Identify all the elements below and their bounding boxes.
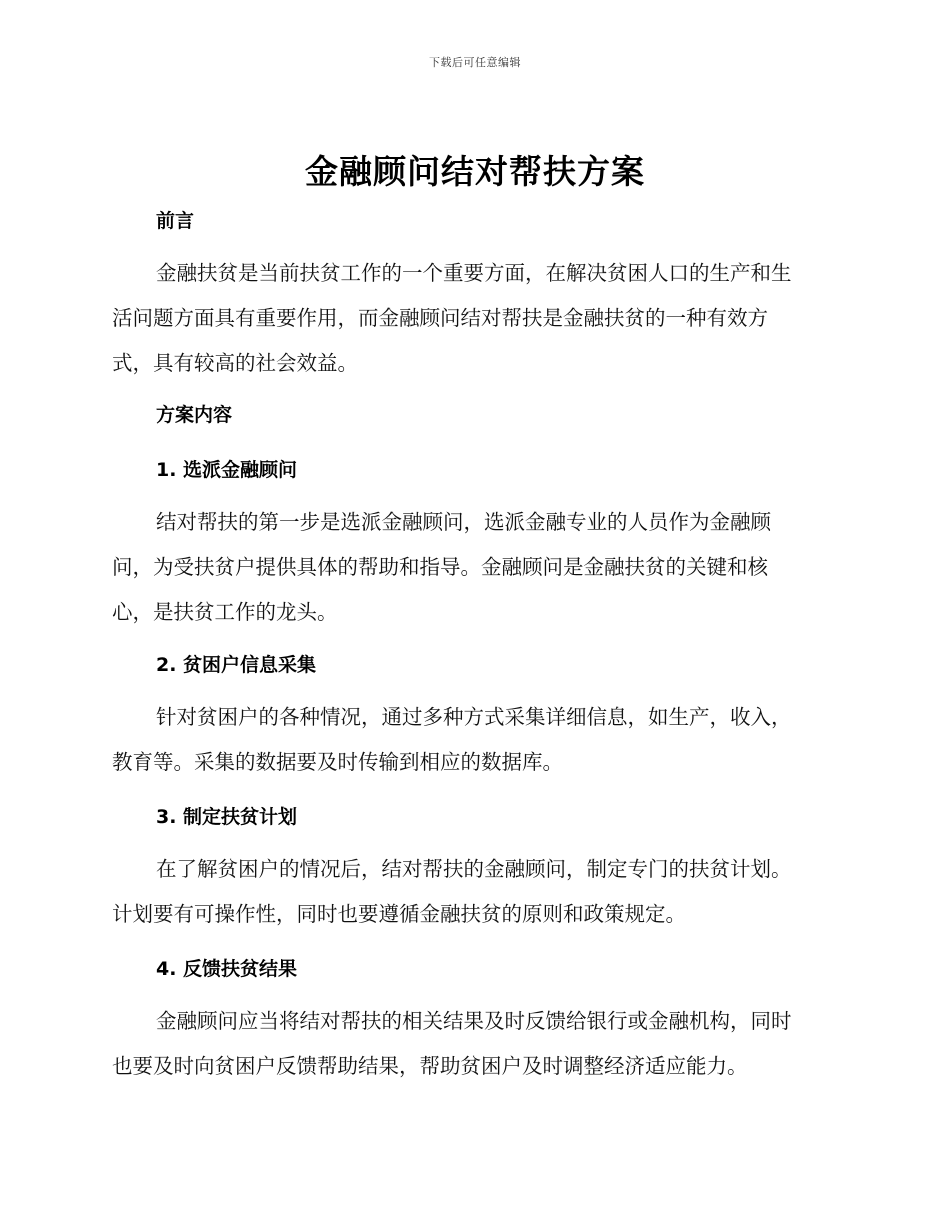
section-paragraph-1 <box>112 500 834 635</box>
section-paragraph-4 <box>112 999 834 1089</box>
header-note: 下载后可任意编辑 <box>429 56 521 69</box>
paragraph-line: 针对贫困户的各种情况，通过多种方式采集详细信息，如生产，收入， <box>156 705 792 729</box>
paragraph-line: 结对帮扶的第一步是选派金融顾问，选派金融专业的人员作为金融顾 <box>156 510 771 534</box>
section-heading-plan-content: 方案内容 <box>156 404 233 426</box>
paragraph-line: 问，为受扶贫户提供具体的帮助和指导。金融顾问是金融扶贫的关键和核 <box>112 555 768 579</box>
paragraph-line: 金融扶贫是当前扶贫工作的一个重要方面，在解决贫困人口的生产和生 <box>156 261 792 285</box>
paragraph-line: 式，具有较高的社会效益。 <box>112 351 358 375</box>
paragraph-line: 活问题方面具有重要作用，而金融顾问结对帮扶是金融扶贫的一种有效方 <box>112 306 768 330</box>
paragraph-line: 金融顾问应当将结对帮扶的相关结果及时反馈给银行或金融机构，同时 <box>156 1009 792 1033</box>
paragraph-line: 计划要有可操作性，同时也要遵循金融扶贫的原则和政策规定。 <box>112 902 686 926</box>
section-heading-2: 2. 贫困户信息采集 <box>156 654 317 676</box>
section-paragraph-3 <box>112 847 834 937</box>
paragraph-line: 也要及时向贫困户反馈帮助结果，帮助贫困户及时调整经济适应能力。 <box>112 1054 748 1078</box>
section-heading-3: 3. 制定扶贫计划 <box>156 806 298 828</box>
section-paragraph-2 <box>112 695 834 785</box>
paragraph-line: 心，是扶贫工作的龙头。 <box>112 600 338 624</box>
section-heading-preface: 前言 <box>156 210 195 232</box>
paragraph-line: 教育等。采集的数据要及时传输到相应的数据库。 <box>112 750 563 774</box>
document-title: 金融顾问结对帮扶方案 <box>305 152 645 191</box>
section-heading-4: 4. 反馈扶贫结果 <box>156 958 298 980</box>
paragraph-line: 在了解贫困户的情况后，结对帮扶的金融顾问，制定专门的扶贫计划。 <box>156 857 792 881</box>
section-paragraph-preface <box>112 251 834 386</box>
section-heading-1: 1. 选派金融顾问 <box>156 459 298 481</box>
